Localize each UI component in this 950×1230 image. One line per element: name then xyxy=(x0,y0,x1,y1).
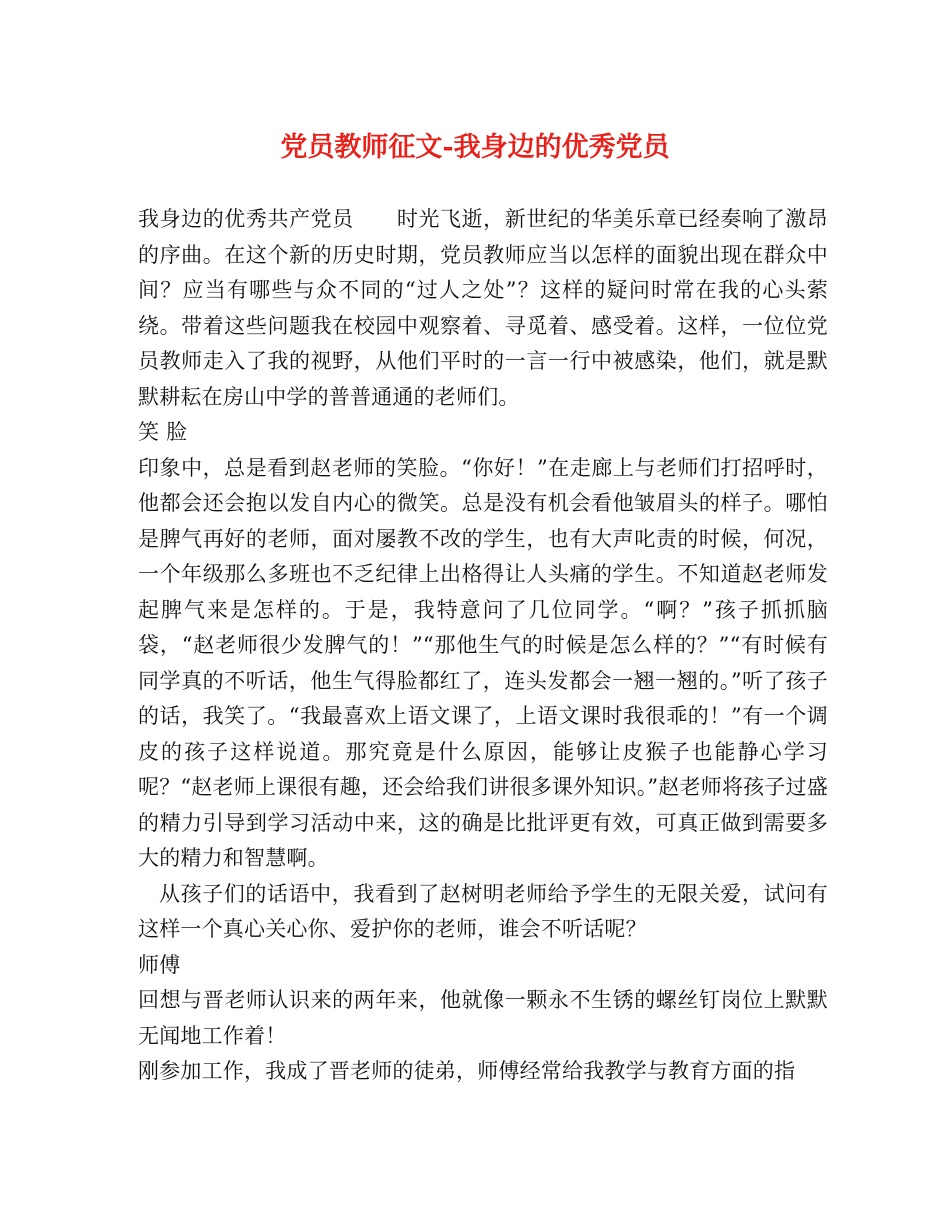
section-heading-smile: 笑 脸 xyxy=(138,420,188,444)
smile-conclusion-paragraph: 从孩子们的话语中，我看到了赵树明老师给予学生的无限关爱，试问有这样一个真心关心你、爱护你的老师，谁会不听话呢？ xyxy=(138,881,828,941)
mentor-paragraph: 回想与晋老师认识来的两年来，他就像一颗永不生锈的螺丝钉岗位上默默无闻地工作着！ xyxy=(138,988,828,1048)
intro-paragraph: 我身边的优秀共产党员 时光飞逝，新世纪的华美乐章已经奏响了激昂的序曲。在这个新的历史时期，党员教师应当以怎样的面貌出现在群众中间？应当有哪些与众不同的“过人之处”？这样的疑问时常在我的心头萦绕。带着这些问题我在校园中观察着、寻觅着、感受着。这样，一位位党员教师走入了我的视野，从他们平时的一言一行中被感染，他们，就是默默耕耘在房山中学的普普通通的老师们。 xyxy=(138,207,828,409)
section-heading-mentor: 师傅 xyxy=(138,952,181,977)
mentor-paragraph-continued: 刚参加工作，我成了晋老师的徒弟，师傅经常给我教学与教育方面的指 xyxy=(138,1059,796,1083)
document-body xyxy=(138,202,828,1090)
document-title: 党员教师征文-我身边的优秀党员 xyxy=(280,132,670,163)
smile-paragraph: 印象中，总是看到赵老师的笑脸。“你好！”在走廊上与老师们打招呼时，他都会还会抱以发自内心的微笑。总是没有机会看他皱眉头的样子。哪怕是脾气再好的老师，面对屡教不改的学生，也有大声叱责的时候，何况，一个年级那么多班也不乏纪律上出格得让人头痛的学生。不知道赵老师发起脾气来是怎样的。于是，我特意问了几位同学。“啊？”孩子抓抓脑袋，“赵老师很少发脾气的！”“那他生气的时候是怎么样的？”“有时候有同学真的不听话，他生气得脸都红了，连头发都会一翘一翘的。”听了孩子的话，我笑了。“我最喜欢上语文课了，上语文课时我很乖的！”有一个调皮的孩子这样说道。那究竟是什么原因，能够让皮猴子也能静心学习呢？“赵老师上课很有趣，还会给我们讲很多课外知识。”赵老师将孩子过盛的精力引导到学习活动中来，这的确是比批评更有效，可真正做到需要多大的精力和智慧啊。 xyxy=(138,455,828,870)
